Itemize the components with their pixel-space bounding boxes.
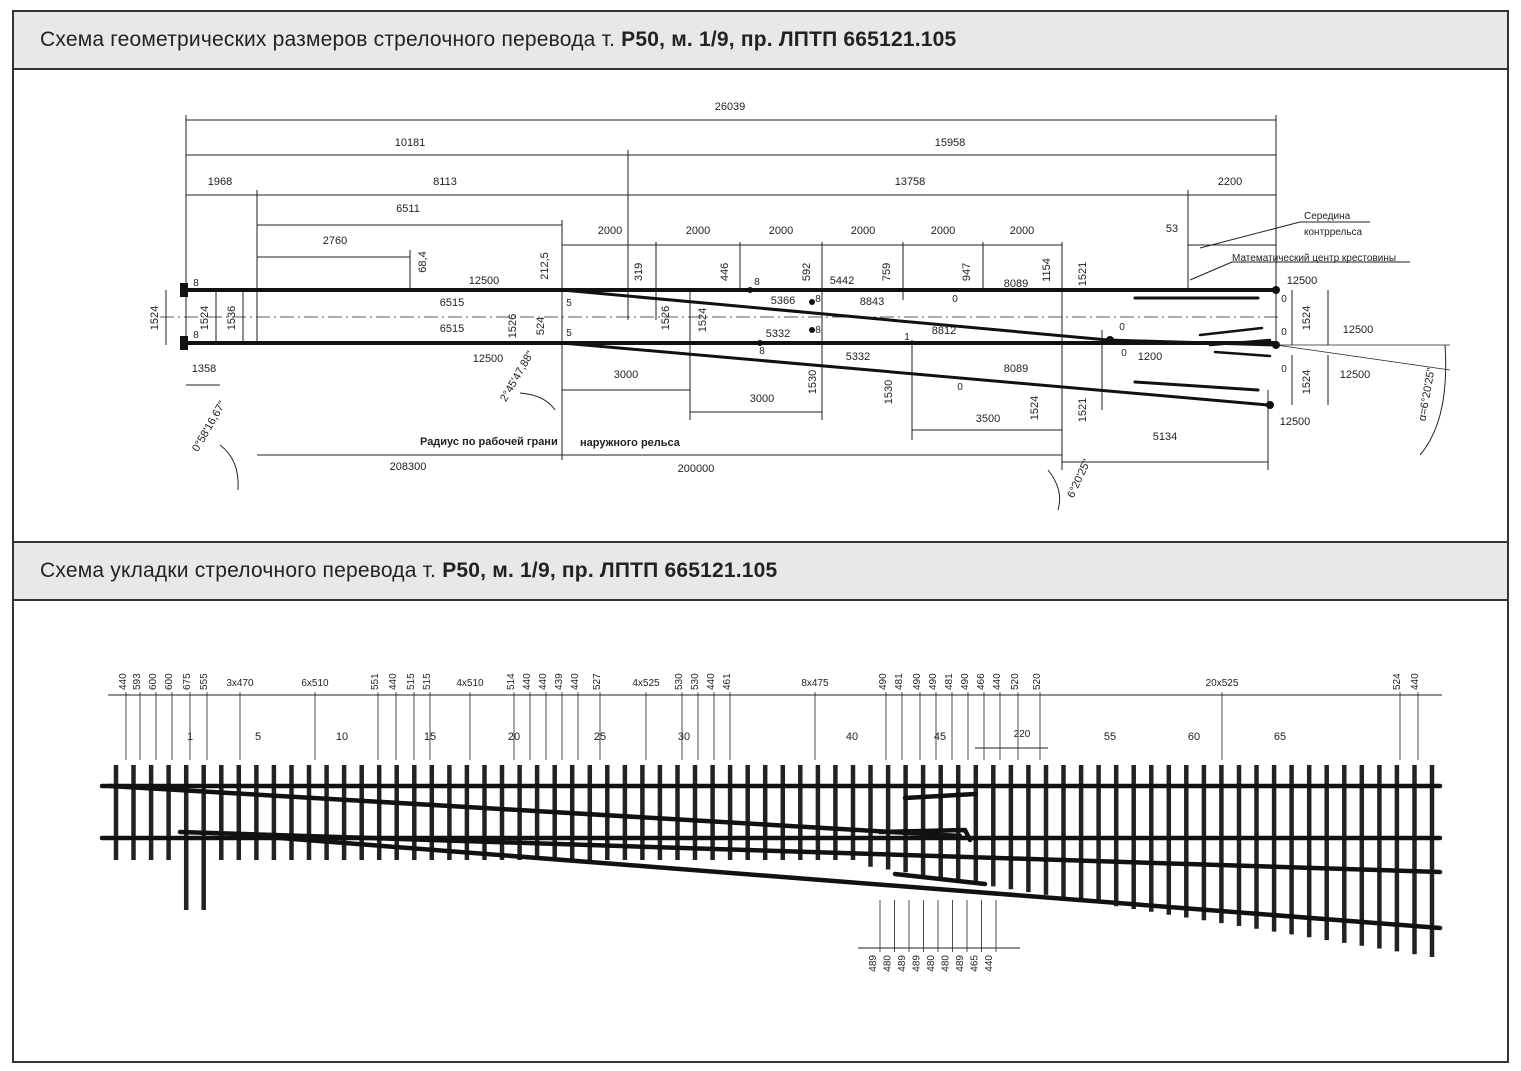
tie-number: 45	[933, 731, 947, 743]
dim-6511: 6511	[396, 203, 420, 215]
tie-number: 20	[507, 731, 521, 743]
tie-spacing-label: 6х510	[301, 678, 329, 689]
dim-1524-f: 1524	[1029, 395, 1041, 421]
tie-spacing-label: 490	[878, 673, 889, 690]
tie-spacing-label: 8х475	[801, 678, 829, 689]
dim-1200: 1200	[1137, 351, 1163, 363]
label-middle-guardrail-a: Середина	[1304, 211, 1351, 222]
tie-spacing-label: 524	[1392, 673, 1403, 690]
bottom-spacing-label: 480	[940, 955, 952, 972]
dim-5366: 5366	[770, 295, 796, 307]
bottom-spacing-label: 489	[897, 955, 908, 972]
dim-rear: 15958	[934, 137, 966, 149]
tie-spacing-label: 440	[388, 673, 399, 690]
dim-6515-a: 6515	[439, 297, 465, 309]
bottom-spacing-label: 489	[911, 955, 923, 972]
gauge-1524-b: 1524	[199, 305, 211, 331]
angle-4: α=6°20'25"	[1416, 366, 1438, 423]
gauge-1524-a: 1524	[149, 305, 161, 331]
angle-3: 6°20'25"	[1065, 457, 1094, 500]
tie-spacing-label: 527	[592, 673, 603, 690]
tie-number: 65	[1273, 731, 1287, 743]
dim-1358: 1358	[191, 363, 217, 375]
pt-0-b: 0	[1119, 322, 1125, 333]
dim-1521-a: 1521	[1077, 261, 1089, 287]
dim-2760: 2760	[322, 235, 348, 247]
dim-8089-a: 8089	[1003, 278, 1029, 290]
tie-number: 15	[423, 731, 437, 743]
tie-number: 30	[677, 731, 691, 743]
tie-spacing-label: 440	[706, 673, 717, 690]
dim-front: 10181	[394, 137, 426, 149]
pt-8-d: 8	[815, 294, 821, 305]
tie-spacing-label: 530	[690, 673, 701, 690]
bottom-spacing-label: 489	[955, 955, 966, 972]
dim-3000-a: 3000	[613, 369, 639, 381]
dim-220: 220	[1013, 729, 1031, 740]
angle-1: 0°58'16,67"	[190, 399, 229, 454]
tie-spacing-label: 481	[894, 673, 905, 690]
dim-8843: 8843	[859, 296, 885, 308]
tie-spacing-label: 551	[370, 673, 381, 690]
tie-spacing-label: 440	[570, 673, 581, 690]
dim-1154: 1154	[1041, 258, 1053, 282]
pt-8-a: 8	[193, 278, 199, 289]
dim-1524-e: 1524	[697, 307, 709, 333]
tie-number: 55	[1103, 731, 1117, 743]
tie-spacing-label: 20х525	[1205, 678, 1239, 689]
dim-total: 26039	[714, 101, 746, 113]
tie-spacing-label: 4х510	[456, 678, 484, 689]
label-middle-guardrail-b: контррельса	[1304, 227, 1363, 238]
pt-1: 1	[904, 332, 910, 343]
dim-2000-d: 2000	[850, 225, 876, 237]
gauge-1524-c: 1524	[1301, 305, 1313, 331]
tie-number: 25	[593, 731, 607, 743]
dim-12500-a: 12500	[468, 275, 500, 287]
dim-5442: 5442	[829, 275, 855, 287]
tie-spacing-label: 440	[118, 673, 129, 690]
dim-319: 319	[633, 262, 645, 282]
bottom-spacing-label: 465	[969, 955, 981, 972]
tie-spacing-label: 466	[976, 673, 987, 690]
tie-spacing-label: 514	[506, 673, 517, 690]
dim-5134: 5134	[1152, 431, 1178, 443]
bottom-spacing-label: 480	[926, 955, 937, 972]
tie-spacing-label: 555	[199, 673, 210, 690]
dim-8113: 8113	[433, 176, 457, 188]
pt-8-c: 8	[754, 277, 760, 288]
tie-spacing-label: 440	[992, 673, 1003, 690]
pt-5-b: 5	[566, 328, 572, 339]
tie-spacing-label: 3х470	[226, 678, 254, 689]
tie-spacing-label: 520	[1010, 673, 1021, 690]
gauge-1524-d: 1524	[1301, 369, 1313, 395]
dim-446: 446	[719, 262, 731, 282]
dim-2000-b: 2000	[685, 225, 711, 237]
tie-spacing-label: 530	[674, 673, 685, 690]
tie-spacing-label: 440	[1410, 673, 1421, 690]
tie-spacing-label: 600	[164, 673, 175, 690]
pt-0-a: 0	[952, 294, 958, 305]
tie-number: 5	[254, 731, 262, 743]
dim-3000-b: 3000	[749, 393, 775, 405]
bottom-spacing-label: 489	[868, 955, 879, 972]
tie-spacing-label: 490	[912, 673, 923, 690]
dim-2200: 2200	[1217, 176, 1243, 188]
pt-0-e: 0	[1281, 327, 1287, 338]
tie-number: 40	[845, 731, 859, 743]
laying-diagram	[102, 673, 1442, 972]
dim-12500-d: 12500	[1342, 324, 1374, 336]
dim-947: 947	[961, 262, 973, 282]
tie-spacing-label: 490	[960, 673, 971, 690]
dim-13758: 13758	[894, 176, 926, 188]
dim-12500-b: 12500	[472, 353, 504, 365]
tie-spacing-label: 515	[406, 673, 417, 690]
dim-53: 53	[1165, 223, 1179, 235]
pt-5-a: 5	[566, 298, 572, 309]
dim-2000-f: 2000	[1009, 225, 1035, 237]
dim-2000-c: 2000	[768, 225, 794, 237]
pt-8-e: 8	[815, 325, 821, 336]
laying-title: Схема укладки стрелочного перевода т. Р50, м. 1/9, пр. ЛПТП 665121.105	[40, 559, 778, 582]
pt-8-f: 8	[759, 346, 765, 357]
tie-spacing-label: 520	[1032, 673, 1043, 690]
dim-5332-a: 5332	[765, 328, 791, 340]
dim-3500: 3500	[975, 413, 1001, 425]
tie-spacing-label: 481	[944, 673, 955, 690]
tie-spacing-label: 439	[554, 673, 565, 690]
dim-1530-a: 1530	[807, 369, 819, 395]
dim-2000-e: 2000	[930, 225, 956, 237]
gauge-1536: 1536	[226, 305, 238, 331]
dim-12500-c: 12500	[1286, 275, 1318, 287]
tie-spacing-label: 490	[928, 673, 939, 690]
tie-number: 1	[186, 731, 194, 743]
tie-number: 60	[1187, 731, 1201, 743]
pt-8-b: 8	[193, 330, 199, 341]
geometry-title: Схема геометрических размеров стрелочного перевода т. Р50, м. 1/9, пр. ЛПТП 665121.105	[40, 28, 957, 51]
dim-12500-f: 12500	[1279, 416, 1311, 428]
dim-208300: 208300	[389, 461, 427, 473]
dim-68-4: 68,4	[417, 251, 429, 273]
tie-spacing-label: 440	[522, 673, 533, 690]
dim-524: 524	[535, 316, 547, 336]
label-radius-a: Радиус по рабочей грани	[420, 436, 558, 448]
dim-200000: 200000	[677, 463, 715, 475]
dim-759: 759	[881, 262, 893, 282]
dim-1521-b: 1521	[1077, 397, 1089, 423]
tie-spacing-label: 600	[148, 673, 159, 690]
label-math-center: Математический центр крестовины	[1232, 253, 1397, 264]
bottom-spacing-label: 480	[882, 955, 894, 972]
tie-spacing-label: 675	[182, 673, 193, 690]
pt-0-c: 0	[1121, 348, 1127, 359]
tie-spacing-label: 593	[132, 673, 143, 690]
dim-1968: 1968	[207, 176, 233, 188]
tie-spacing-label: 515	[422, 673, 433, 690]
dim-8089-b: 8089	[1003, 363, 1029, 375]
angle-2: 2°45'47,88"	[498, 349, 537, 404]
pt-0-f: 0	[1281, 364, 1287, 375]
tie-spacing-label: 4х525	[632, 678, 660, 689]
dim-212-5: 212,5	[539, 252, 551, 280]
dim-5332-b: 5332	[845, 351, 871, 363]
pt-0-g: 0	[957, 382, 963, 393]
dim-592: 592	[801, 262, 813, 282]
bottom-spacing-label: 440	[984, 955, 995, 972]
tie-spacing-label: 440	[538, 673, 549, 690]
tie-number: 10	[335, 731, 349, 743]
dim-2000-a: 2000	[597, 225, 623, 237]
tie-spacing-label: 461	[722, 673, 733, 690]
pt-0-d: 0	[1281, 294, 1287, 305]
dim-1530-b: 1530	[883, 379, 895, 405]
dim-6515-b: 6515	[439, 323, 465, 335]
dim-1526-a: 1526	[507, 313, 519, 339]
dim-12500-e: 12500	[1339, 369, 1371, 381]
label-radius-b: наружного рельса	[580, 437, 680, 449]
dim-8812: 8812	[931, 325, 957, 337]
dim-1526-b: 1526	[660, 305, 672, 331]
